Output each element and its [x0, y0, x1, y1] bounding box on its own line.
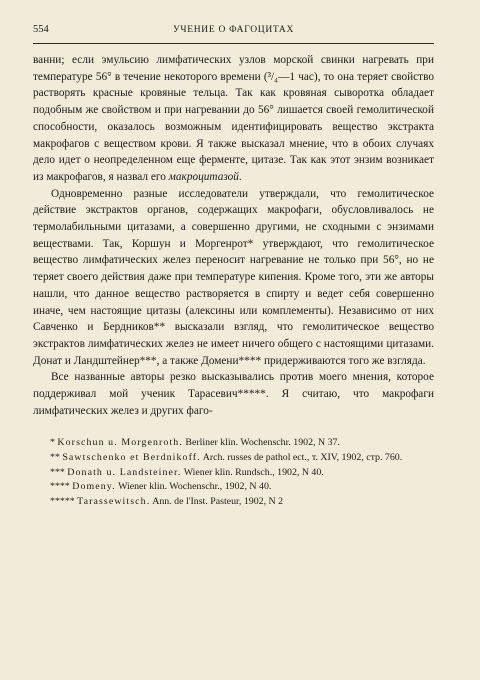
footnote-citation: Wiener klin. Rundsch., 1902, N 40.	[183, 466, 324, 478]
footnote-mark: *****	[50, 495, 75, 507]
header-rule	[33, 43, 434, 44]
footnote	[33, 480, 434, 495]
footnote-citation: Arch. russes de pathol ect., т. XIV, 1902, стр. 760.	[202, 452, 403, 464]
footnote	[33, 436, 434, 451]
footnote-citation: Ann. de l'Inst. Pasteur, 1902, N 2	[152, 495, 284, 507]
footnote	[33, 466, 434, 481]
body-text	[33, 52, 434, 419]
footnote-authors: Sawtschenko et Berdnikoff.	[62, 452, 201, 464]
footnote-mark: ****	[50, 481, 70, 493]
footnote-authors: Korschun u. Morgenroth.	[57, 437, 183, 449]
footnotes	[33, 436, 434, 509]
footnote-authors: Domeny.	[72, 481, 116, 493]
footnote-citation: Wiener klin. Wochenschr., 1902, N 40.	[118, 481, 272, 493]
footnote-mark: **	[50, 452, 60, 464]
footnote-authors: Tarassewitsch.	[77, 495, 151, 507]
page-number: 554	[33, 24, 49, 35]
footnote-citation: Berliner klin. Wochenschr. 1902, N 37.	[185, 437, 340, 449]
footnote	[33, 451, 434, 466]
page-header	[33, 20, 434, 40]
running-title: УЧЕНИЕ О ФАГОЦИТАХ	[172, 25, 295, 35]
paragraph: Все названные авторы резко высказывались против моего мнения, которое поддерживал мой ученик Тарасевич*****. Я считаю, что макрофаги лимфатических желез и других фаго-	[33, 371, 434, 417]
paragraph: Одновременно разные исследователи утверждали, что гемолитическое действие экстрактов органов, содержащих макрофаги, обусловливалось не термолабильными цитазами, а совершенно другими, не сходными с энзимами веществами. Так, Коршун и Моргенрот* утверждают, что гемолитическое вещество лимфатических желез переносит нагревание не только при 56°, но не теряет своего действия даже при температуре кипения. Кроме того, эти же авторы нашли, что данное вещество растворяется в спирту и ведет себя совершенно иначе, чем настоящие цитазы (алексины или комплементы). Независимо от них Савченко и Бердников** высказали взгляд, что гемолитическое вещество экстрактов лимфатических желез не имеет ничего общего с настоящими цитазами. Донат и Ландштейнер***, а также Домени**** придерживаются того же взгляда.	[33, 187, 434, 367]
emphasized-term: макроцитазой	[168, 170, 239, 183]
footnote-authors: Donath u. Landsteiner.	[67, 466, 182, 478]
footnote-mark: *	[50, 437, 55, 449]
paragraph: ванни; если эмульсию лимфатических узлов морской свинки нагревать при температуре 56° в течение некоторого времени (³/₄—1 час), то она теряет свойство растворять красные кровяные тельца. Так как кровяная сыворотка обладает подобным же свойством и при нагревании до 56° лишается своей гемолитической способности, оказалось возможным идентифицировать вещество экстракта макрофагов с веществом крови. Я также высказал мнение, что в обоих случаях дело идет о неопределенном еще ферменте, цитазе. Так как этот энзим возникает из макрофагов, я назвал его макроцитазой.	[33, 54, 434, 183]
footnote	[33, 495, 434, 510]
footnote-mark: ***	[50, 466, 65, 478]
